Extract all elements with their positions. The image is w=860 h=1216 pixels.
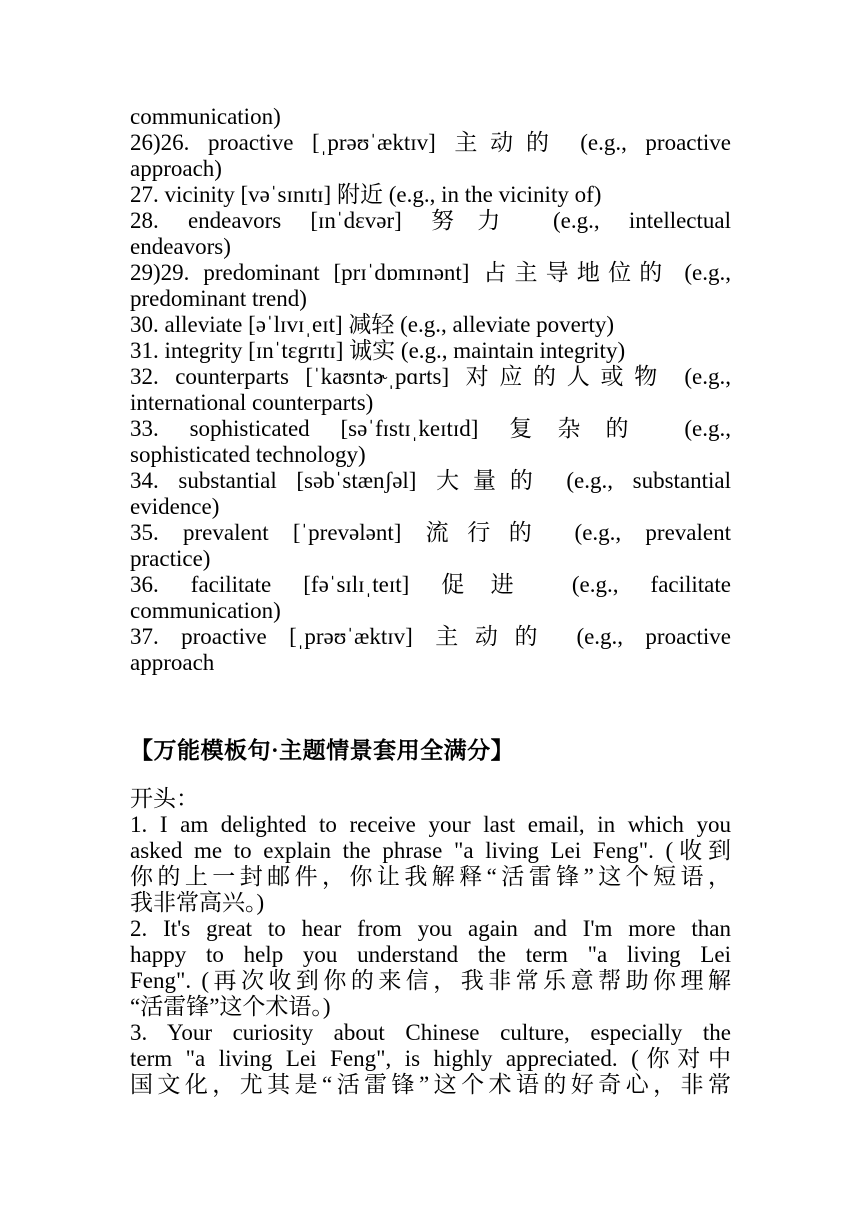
vocab-line: approach)	[130, 156, 222, 181]
opening-label: 开头：	[130, 786, 199, 811]
template-sentences	[130, 812, 731, 1098]
vocab-line: predominant trend)	[130, 286, 307, 311]
sentence-line: 国文化，尤其是“活雷锋”这个术语的好奇心，非常	[130, 1072, 731, 1097]
vocab-line: practice)	[130, 546, 211, 571]
sentence-line: asked me to explain the phrase "a living Lei Feng". (收到	[130, 838, 731, 863]
vocab-line: communication)	[130, 598, 281, 623]
sentence-line: 1. I am delighted to receive your last email, in which you	[130, 812, 731, 837]
vocab-line: 27. vicinity [vəˈsɪnɪtɪ] 附近 (e.g., in the vicinity of)	[130, 182, 602, 207]
vocab-line: endeavors)	[130, 234, 231, 259]
sentence-line: “活雷锋”这个术语。)	[130, 994, 331, 1019]
vocab-line: 35. prevalent [ˈprevələnt] 流行的 (e.g., prevalent	[130, 520, 731, 545]
sentence-line: 2. It's great to hear from you again and I'm more than	[130, 916, 731, 941]
vocab-line: international counterparts)	[130, 390, 374, 415]
section-heading: 【万能模板句·主题情景套用全满分】	[130, 738, 515, 763]
vocab-line: 37. proactive [ˌprəʊˈæktɪv] 主动的 (e.g., proactive	[130, 624, 731, 649]
vocab-line: 26)26. proactive [ˌprəʊˈæktɪv] 主动的 (e.g., proactive	[130, 130, 731, 155]
vocab-line: sophisticated technology)	[130, 442, 366, 467]
sentence-line: 你的上一封邮件，你让我解释“活雷锋”这个短语，	[130, 864, 731, 889]
vocab-line: 29)29. predominant [prɪˈdɒmɪnənt] 占主导地位的 (e.g.,	[130, 260, 731, 285]
vocabulary-list	[130, 104, 731, 676]
vocab-line: approach	[130, 650, 215, 675]
vocab-line: 33. sophisticated [səˈfɪstɪˌkeɪtɪd] 复杂的 (e.g.,	[130, 416, 731, 441]
spacer	[130, 768, 731, 786]
document-page	[130, 104, 731, 1098]
sentence-line: term "a living Lei Feng", is highly appreciated. (你对中	[130, 1046, 731, 1071]
vocab-line: 32. counterparts [ˈkaʊntɚˌpɑrts] 对应的人或物 (e.g.,	[130, 364, 731, 389]
sentence-line: happy to help you understand the term "a living Lei	[130, 942, 731, 967]
vocab-line: 36. facilitate [fəˈsɪlɪˌteɪt] 促进 (e.g., facilitate	[130, 572, 731, 597]
vocab-line: 34. substantial [səbˈstænʃəl] 大量的 (e.g., substantial	[130, 468, 731, 493]
vocab-line: communication)	[130, 104, 281, 129]
vocab-line: evidence)	[130, 494, 220, 519]
sentence-line: Feng". (再次收到你的来信，我非常乐意帮助你理解	[130, 968, 731, 993]
vocab-line: 31. integrity [ɪnˈtɛgrɪtɪ] 诚实 (e.g., maintain integrity)	[130, 338, 626, 363]
sentence-line: 我非常高兴。)	[130, 890, 265, 915]
vocab-line: 30. alleviate [əˈlɪvɪˌeɪt] 减轻 (e.g., alleviate poverty)	[130, 312, 615, 337]
vocab-line: 28. endeavors [ɪnˈdɛvər] 努力 (e.g., intellectual	[130, 208, 731, 233]
sentence-line: 3. Your curiosity about Chinese culture, especially the	[130, 1020, 731, 1045]
